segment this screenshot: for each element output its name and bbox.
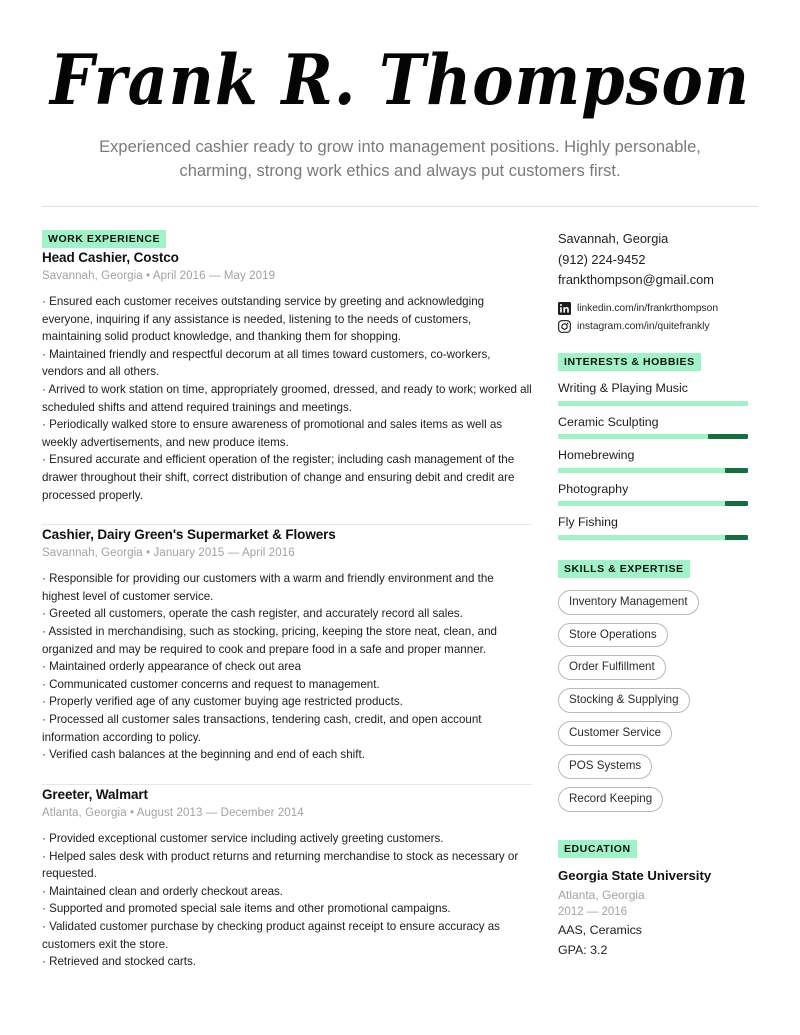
job-bullet: · Periodically walked store to ensure awareness of promotional and sales items as well as weekly advertisements, and new produce items.: [42, 418, 503, 449]
education-entry: [558, 868, 748, 960]
interest-level-bar: [558, 535, 748, 540]
job-title: Head Cashier, Costco: [42, 249, 179, 265]
job-bullet: · Communicated customer concerns and request to management.: [42, 677, 380, 691]
job-title: Cashier, Dairy Green's Supermarket & Flowers: [42, 527, 336, 543]
skill-chip: Order Fulfillment: [558, 655, 666, 680]
header-divider: [42, 206, 758, 207]
job-bullet: · Ensured accurate and efficient operation of the register; including cash management of the drawer throughout their shift, correct distribution of change and ensuring debit and credit are processed properly.: [42, 453, 515, 502]
education-degree: AAS, Ceramics: [558, 923, 642, 938]
interest-item: [558, 515, 748, 540]
education-gpa: GPA: 3.2: [558, 942, 608, 957]
interest-label: Photography: [558, 481, 629, 496]
job-bullet: · Responsible for providing our customers with a warm and friendly environment and the highest level of customer service.: [42, 572, 494, 603]
interest-level-fill: [708, 434, 748, 439]
interest-level-fill: [725, 468, 748, 473]
job-title: Greeter, Walmart: [42, 786, 148, 802]
interest-label: Ceramic Sculpting: [558, 414, 659, 429]
skill-chip: POS Systems: [558, 754, 652, 779]
education-years: 2012 — 2016: [558, 906, 628, 919]
sidebar-column: [558, 229, 748, 971]
instagram-icon: [558, 320, 571, 333]
interest-level-bar: [558, 468, 748, 473]
job-bullet: · Maintained friendly and respectful decorum at all times toward customers, co-workers, vendors and all others.: [42, 347, 491, 379]
education-school: Georgia State University: [558, 868, 712, 884]
main-column: [42, 229, 532, 971]
job-bullet: · Processed all customer sales transactions, tendering cash, credit, and open account information according to policy.: [42, 713, 482, 744]
skill-chip: Record Keeping: [558, 787, 663, 812]
social-link-label: linkedin.com/in/frankrthompson: [577, 303, 719, 314]
work-experience-entry: [42, 525, 532, 764]
contact-email[interactable]: frankthompson@gmail.com: [558, 272, 714, 288]
job-bullet: · Maintained orderly appearance of check out area: [42, 660, 302, 674]
interest-label: Writing & Playing Music: [558, 381, 688, 396]
job-bullet: · Provided exceptional customer service including actively greeting customers.: [42, 831, 444, 845]
job-bullet: · Properly verified age of any customer buying age restricted products.: [42, 695, 403, 709]
interest-item: [558, 448, 748, 473]
contact-block: [558, 229, 748, 333]
job-bullet-list: [42, 570, 532, 764]
job-bullet: · Greeted all customers, operate the cash register, and accurately record all sales.: [42, 607, 463, 621]
job-bullet: · Retrieved and stocked carts.: [42, 955, 197, 969]
work-experience-entry: [42, 785, 532, 971]
interest-label: Fly Fishing: [558, 515, 618, 530]
skill-chip: Stocking & Supplying: [558, 688, 690, 713]
interest-level-fill: [725, 501, 748, 506]
resume-body: [42, 229, 758, 971]
section-label-skills: SKILLS & EXPERTISE: [558, 560, 690, 578]
job-bullet: · Verified cash balances at the beginning and end of each shift.: [42, 748, 365, 762]
interest-level-bar: [558, 434, 748, 439]
social-link[interactable]: [558, 302, 748, 315]
job-bullet: · Maintained clean and orderly checkout areas.: [42, 884, 284, 898]
interests-section: [558, 352, 748, 540]
interest-level-fill: [725, 535, 748, 540]
work-experience-entry: [42, 248, 532, 504]
section-label-work-experience: WORK EXPERIENCE: [42, 230, 166, 248]
job-bullet: · Ensured each customer receives outstanding service by greeting and acknowledging everyone, inquiring if any assistance is needed, listening to the needs of customers, maintaining solid product knowledge, and thanking them for shopping.: [42, 294, 485, 344]
social-link-label: instagram.com/in/quitefrankly: [577, 321, 710, 332]
skill-chip: Store Operations: [558, 623, 668, 648]
section-label-interests: INTERESTS & HOBBIES: [558, 353, 701, 371]
job-bullet: · Helped sales desk with product returns and returning merchandise to stock as necessary or requested.: [42, 849, 519, 881]
job-bullet-list: [42, 293, 532, 504]
skills-chip-list: [558, 590, 748, 820]
resume-header: [42, 40, 758, 207]
social-link[interactable]: [558, 320, 748, 333]
education-location: Atlanta, Georgia: [558, 888, 645, 903]
job-bullet: · Assisted in merchandising, such as stocking, pricing, keeping the store neat, clean, and organized and may be required to cook and prepare food in a safe and proper manner.: [42, 625, 497, 656]
contact-phone[interactable]: (912) 224-9452: [558, 251, 646, 267]
job-bullet: · Supported and promoted special sale items and other promotional campaigns.: [42, 902, 451, 916]
education-section: [558, 839, 748, 960]
contact-location: Savannah, Georgia: [558, 230, 669, 246]
interest-item: [558, 381, 748, 406]
interest-item: [558, 415, 748, 440]
skill-chip: Customer Service: [558, 721, 672, 746]
section-label-education: EDUCATION: [558, 840, 637, 858]
work-experience-list: [42, 248, 532, 971]
candidate-name: Frank R. Thompson: [50, 39, 750, 122]
interest-level-bar: [558, 501, 748, 506]
interest-label: Homebrewing: [558, 448, 635, 463]
social-links-list: [558, 302, 748, 333]
interest-item: [558, 482, 748, 507]
job-bullet-list: [42, 830, 532, 971]
job-meta: Savannah, Georgia • April 2016 — May 2019: [42, 269, 276, 282]
skills-section: [558, 559, 748, 820]
interests-list: [558, 381, 748, 540]
job-meta: Atlanta, Georgia • August 2013 — December 2014: [42, 806, 304, 819]
job-bullet: · Arrived to work station on time, appropriately groomed, dressed, and ready to work; worked all scheduled shifts and attend required trainings and meetings.: [42, 382, 532, 414]
skill-chip: Inventory Management: [558, 590, 699, 615]
job-meta: Savannah, Georgia • January 2015 — April 2016: [42, 547, 295, 560]
interest-level-bar: [558, 401, 748, 406]
candidate-headline: Experienced cashier ready to grow into management positions. Highly personable, charming, strong work ethics and always put customers first.: [99, 138, 701, 180]
linkedin-icon: [558, 302, 571, 315]
job-bullet: · Validated customer purchase by checking product against receipt to ensure accuracy as customers exit the store.: [42, 919, 500, 951]
